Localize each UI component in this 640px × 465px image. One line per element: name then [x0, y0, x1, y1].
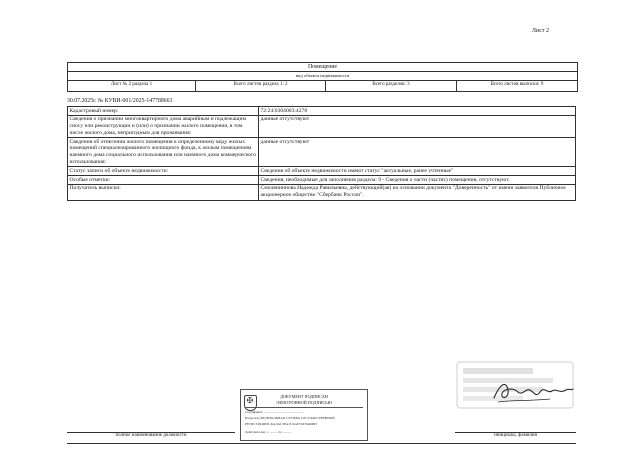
table-row	[68, 138, 576, 167]
row-value: 72:24:0304003:4278	[259, 107, 576, 116]
row-value: Смоляниннова Надежда Равильевна, действующий(ая) на основании документа "Доверенность" от имени заявителя Публичное акционерное общество "Сбербанк России".	[259, 184, 576, 200]
row-label: Сведения об отнесении жилого помещения к определенному виду жилых помещений специализированного жилищного фонда, к жилым помещениям наемного дома социального использования или наемного дома коммерческого использования:	[68, 138, 259, 167]
table-row	[68, 176, 576, 185]
object-kind-label: вид объекта недвижимости	[68, 71, 577, 78]
sheet-number: Лист 2	[531, 28, 549, 34]
row-label: Сведения о признании многоквартирного дома аварийным и подлежащим сносу или реконструкции и (или) о признании жилого помещения, в том числе жилого дома, непригодным для проживания:	[68, 115, 259, 137]
table-row	[68, 167, 576, 176]
info-table	[67, 106, 576, 201]
header-box	[67, 62, 578, 92]
name-caption: инициалы, фамилия	[455, 432, 576, 445]
stamp-owner-cont: РЕГИСТРАЦИИ, КАДАСТРА И КАРТОГРАФИИ	[245, 422, 317, 426]
stamp-validity: Действителен: с .......... по ..........	[245, 430, 292, 434]
registration-number: 30.07.2025г. № КУВИ-001/2025-147788663	[67, 98, 173, 104]
table-row	[68, 107, 576, 116]
row-value: Сведения, необходимые для заполнения раздела: 9 - Сведения о части (частях) помещения, отсутствуют.	[259, 176, 576, 185]
row-label: Кадастровый номер:	[68, 107, 259, 116]
total-sheets-extract: Всего листов выписки: 9	[490, 82, 544, 87]
stamp-line-1: ДОКУМЕНТ ПОДПИСАН	[280, 394, 328, 399]
row-value: Сведения об объекте недвижимости имеют статус "актуальные, ранее учтенные"	[259, 167, 576, 176]
handwritten-signature-icon	[490, 376, 575, 406]
stamp-owner: Владелец: ФЕДЕРАЛЬНАЯ СЛУЖБА ГОСУДАРСТВЕННОЙ	[245, 416, 335, 420]
stamp-divider	[245, 407, 363, 408]
e-signature-stamp	[240, 389, 368, 441]
row-label: Статус записи об объекте недвижимости:	[68, 167, 259, 176]
row-label: Особые отметки:	[68, 176, 259, 185]
footer-line	[67, 443, 576, 444]
header-cells	[68, 80, 577, 91]
row-value: данные отсутствуют	[259, 138, 576, 167]
sheet-of-section: Лист № 2 раздела 1	[68, 80, 196, 91]
stamp-certificate: Сертификат: ...............................................	[245, 410, 304, 414]
row-value: данные отсутствуют	[259, 115, 576, 137]
total-sections: Всего разделов: 3	[326, 80, 457, 91]
row-label: Получатель выписки:	[68, 184, 259, 200]
total-sheets-section: Всего листов раздела 1: 2	[196, 80, 326, 91]
table-row	[68, 184, 576, 200]
position-caption: полное наименование должности	[67, 432, 235, 445]
table-row	[68, 115, 576, 137]
object-type: Помещение	[307, 64, 338, 70]
stamp-line-2: ЭЛЕКТРОННОЙ ПОДПИСЬЮ	[275, 400, 333, 405]
